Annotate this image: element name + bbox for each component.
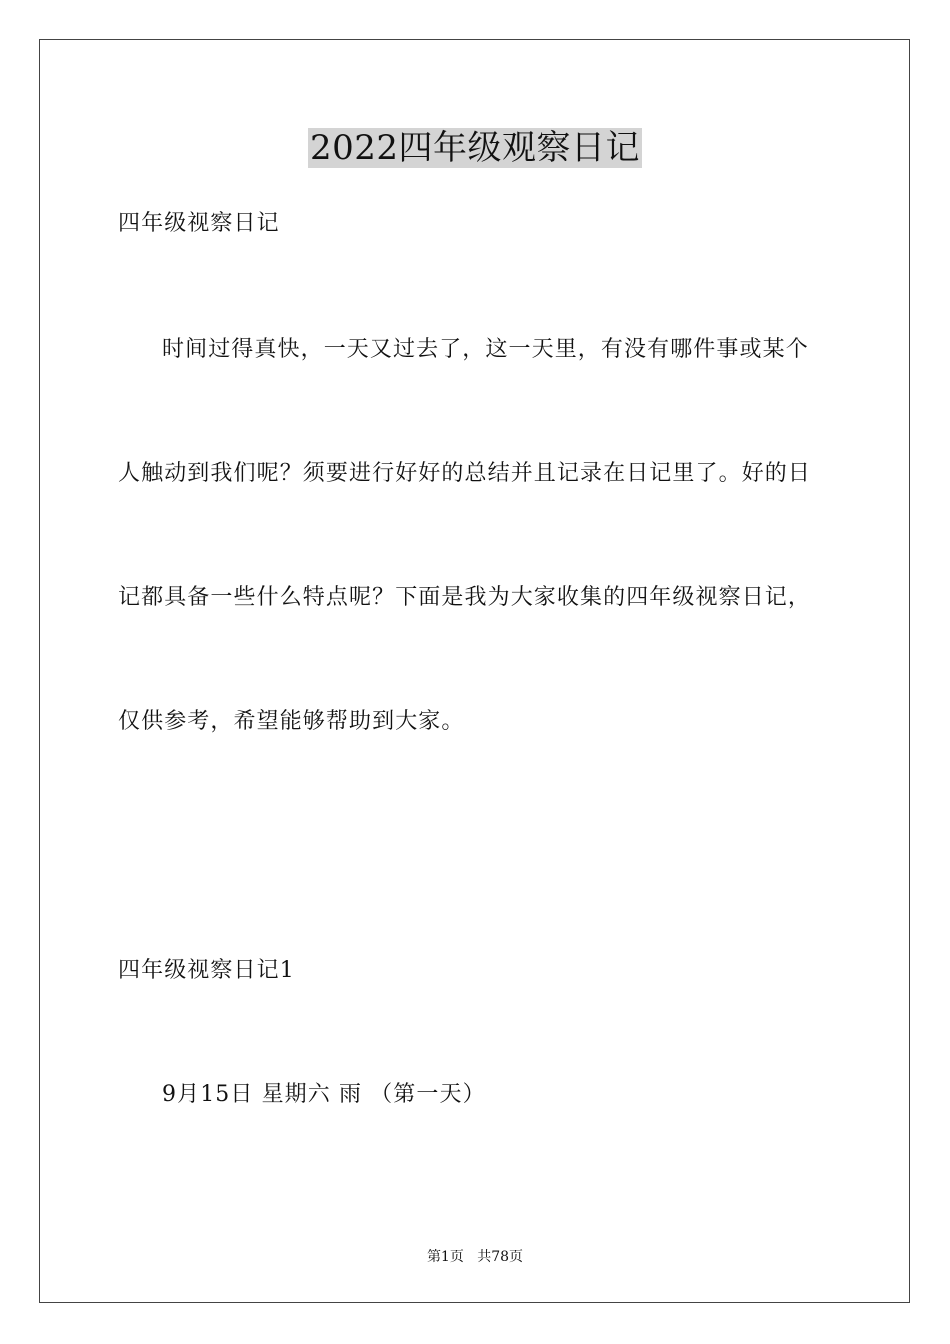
entry-date-line: 9月15日 星期六 雨 （第一天） [162, 1082, 486, 1107]
page-footer [0, 1247, 950, 1267]
intro-paragraph-line-4: 仅供参考，希望能够帮助到大家。 [118, 709, 465, 734]
intro-paragraph-line-2: 人触动到我们呢？须要进行好好的总结并且记录在日记里了。好的日 [118, 461, 812, 486]
page-total: 共78页 [477, 1249, 524, 1265]
entry-heading: 四年级视察日记1 [118, 958, 295, 983]
footer-gap [464, 1249, 477, 1265]
intro-paragraph-line-3: 记都具备一些什么特点呢？下面是我为大家收集的四年级视察日记， [118, 585, 812, 610]
document-title-text: 2022四年级观察日记 [309, 128, 641, 168]
page-number: 第1页 [426, 1249, 464, 1265]
intro-paragraph-line-1: 时间过得真快，一天又过去了，这一天里，有没有哪件事或某个 [162, 337, 809, 362]
document-title [0, 125, 950, 171]
section-heading: 四年级视察日记 [118, 211, 280, 236]
